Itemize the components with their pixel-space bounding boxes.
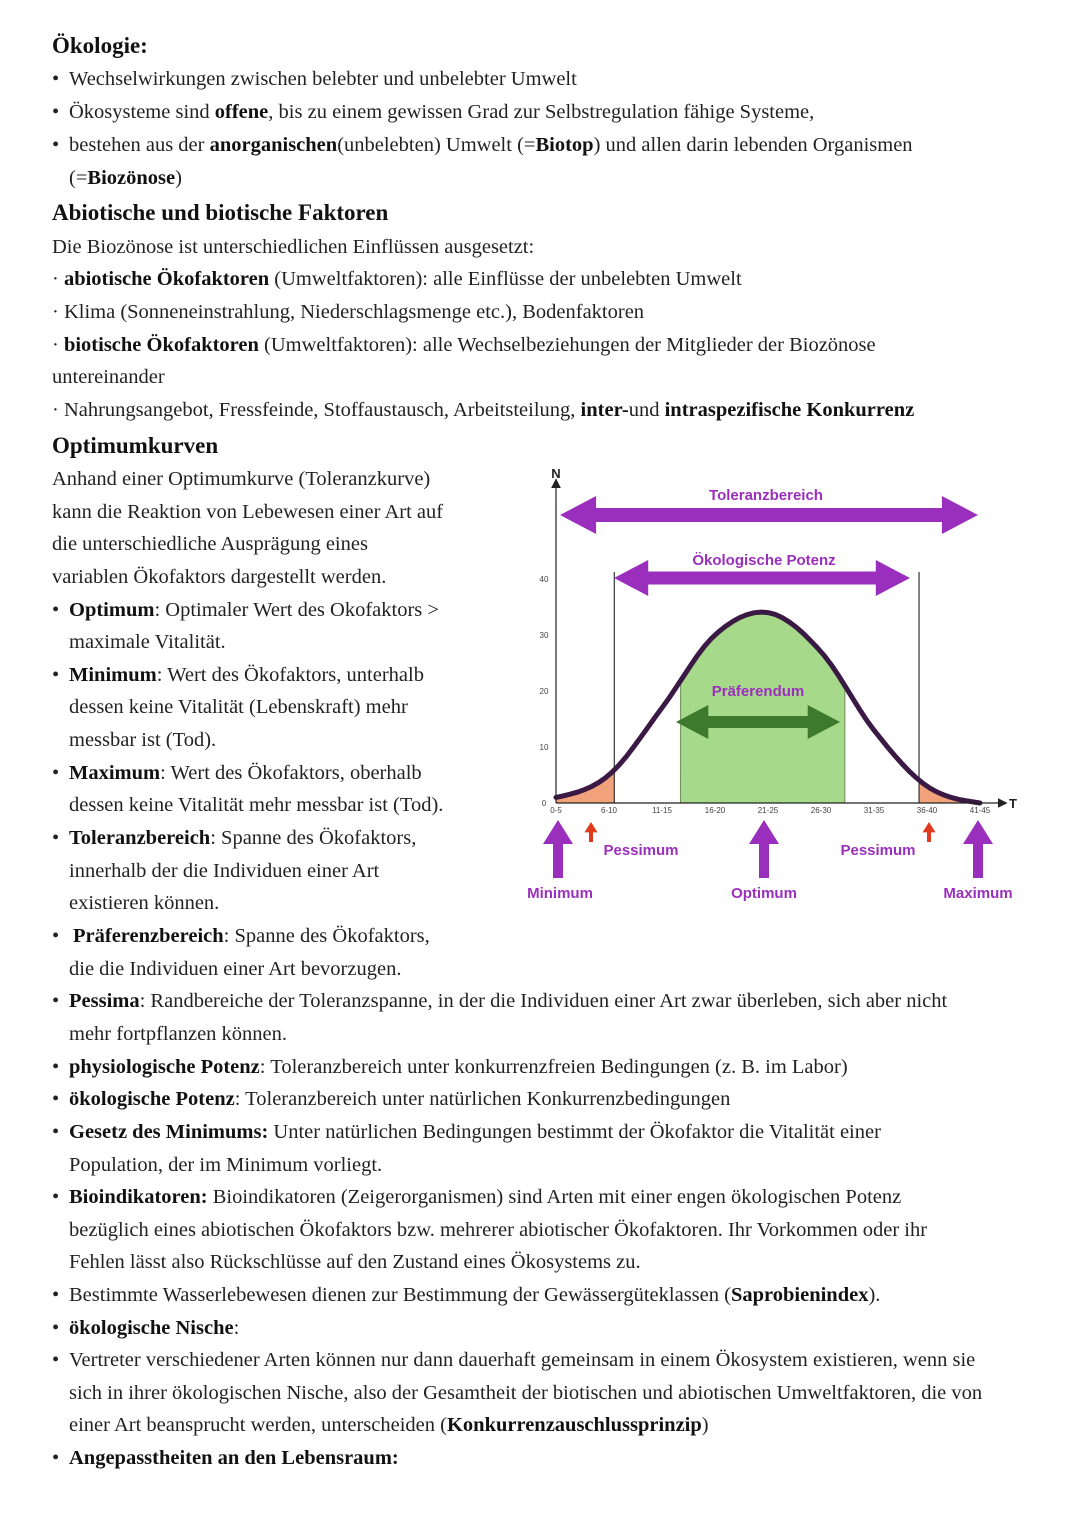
heading-faktoren: Abiotische und biotische Faktoren	[52, 200, 389, 225]
optimum-arrow	[749, 820, 779, 878]
def-toleranz: Toleranzbereich: Spanne des Ökofaktors,	[69, 827, 417, 849]
def-pessima-cont: mehr fortpflanzen können.	[69, 1023, 288, 1045]
heading-oekologie: Ökologie:	[52, 33, 148, 58]
para-line: kann die Reaktion von Lebewesen einer Art auf	[52, 501, 444, 523]
def-praeferenz-cont: die die Individuen einer Art bevorzugen.	[69, 958, 402, 980]
bullet: •	[52, 664, 60, 686]
maximum-arrow	[963, 820, 993, 878]
def-angepasstheiten: Angepasstheiten an den Lebensraum:	[69, 1447, 399, 1469]
toleranz-label: Toleranzbereich	[709, 487, 823, 504]
optimum-label: Optimum	[731, 885, 797, 902]
line-abiotisch: · abiotische Ökofaktoren (Umweltfaktoren): alle Einflüsse der unbelebten Umwelt	[52, 268, 742, 290]
para-line: Anhand einer Optimumkurve (Toleranzkurve)	[52, 468, 431, 490]
def-maximum: Maximum: Wert des Ökofaktors, oberhalb	[69, 762, 422, 784]
def-wasser: Bestimmte Wasserlebewesen dienen zur Bestimmung der Gewässergüteklassen (Saprobienindex).	[69, 1284, 881, 1306]
x-tick-label: 21-25	[757, 806, 779, 815]
line-klima: · Klima (Sonneneinstrahlung, Niederschlagsmenge etc.), Bodenfaktoren	[52, 301, 645, 323]
bullet: •	[52, 762, 60, 784]
y-tick-label: 40	[539, 575, 549, 584]
line-oekosysteme: Ökosysteme sind offene, bis zu einem gewissen Grad zur Selbstregulation fähige Systeme,	[69, 101, 815, 123]
line-wechselwirkungen: Wechselwirkungen zwischen belebter und unbelebter Umwelt	[69, 68, 577, 90]
def-toleranz-cont: innerhalb der die Individuen einer Art	[69, 860, 380, 882]
y-tick-label: 30	[539, 631, 549, 640]
bullet: •	[52, 1121, 60, 1143]
bullet: •	[52, 599, 60, 621]
def-maximum-cont: dessen keine Vitalität mehr messbar ist (Tod).	[69, 794, 444, 816]
def-minimum: Minimum: Wert des Ökofaktors, unterhalb	[69, 664, 424, 686]
bullet: •	[52, 1284, 60, 1306]
x-tick-label: 6-10	[600, 806, 618, 815]
def-pessima: Pessima: Randbereiche der Toleranzspanne, in der die Individuen einer Art zwar überleben, sich aber nicht	[69, 990, 948, 1012]
pessimum-left-label: Pessimum	[603, 842, 679, 859]
bullet: •	[52, 1186, 60, 1208]
def-physiologisch: physiologische Potenz: Toleranzbereich unter konkurrenzfreien Bedingungen (z. B. im Labor)	[69, 1056, 848, 1078]
heading-optimumkurven: Optimumkurven	[52, 433, 219, 458]
def-bioindikatoren-cont: Fehlen lässt also Rückschlüsse auf den Zustand eines Ökosystems zu.	[69, 1251, 641, 1273]
line-nahrung: · Nahrungsangebot, Fressfeinde, Stoffaustausch, Arbeitsteilung, inter-und intraspezifische Konkurrenz	[52, 399, 915, 421]
praeferendum-label: Präferendum	[711, 683, 805, 700]
def-bioindikatoren-cont: bezüglich eines abiotischen Ökofaktors bzw. mehrerer abiotischer Ökofaktoren. Ihr Vorkommen oder ihr	[69, 1219, 928, 1241]
bullet: •	[52, 1056, 60, 1078]
line-bestehen: bestehen aus der anorganischen(unbelebten) Umwelt (=Biotop) und allen darin lebenden Organismen	[69, 134, 913, 156]
line-biotisch: · biotische Ökofaktoren (Umweltfaktoren): alle Wechselbeziehungen der Mitglieder der Biozönose	[52, 334, 876, 356]
def-optimum: Optimum: Optimaler Wert des Okofaktors >	[69, 599, 439, 621]
def-minimum-cont: dessen keine Vitalität (Lebenskraft) mehr	[69, 696, 408, 718]
x-tick-label: 16-20	[704, 806, 726, 815]
potenz-label: Ökologische Potenz	[692, 552, 836, 569]
bullet: •	[52, 990, 60, 1012]
x-tick-label: 36-40	[916, 806, 938, 815]
y-tick-label: 0	[541, 799, 547, 808]
def-vertreter: Vertreter verschiedener Arten können nur dann dauerhaft gemeinsam in einem Ökosystem existieren, wenn sie	[69, 1349, 976, 1371]
def-toleranz-cont: existieren können.	[69, 892, 220, 914]
bullet: •	[52, 1317, 60, 1339]
x-tick-label: 0-5	[550, 806, 562, 815]
bullet: •	[52, 827, 60, 849]
def-nische: ökologische Nische:	[69, 1317, 240, 1339]
bullet: •	[52, 1447, 60, 1469]
def-vertreter-cont: einer Art beansprucht werden, unterscheiden (Konkurrenzauschlussprinzip)	[69, 1414, 709, 1436]
pessimum-right-label: Pessimum	[840, 842, 916, 859]
bullet: •	[52, 134, 60, 156]
pessimum-right-arrow	[923, 822, 936, 842]
y-axis-label: N	[551, 466, 561, 481]
def-bioindikatoren: Bioindikatoren: Bioindikatoren (Zeigerorganismen) sind Arten mit einer engen ökologischen Potenz	[69, 1186, 902, 1208]
bullet: •	[52, 925, 60, 947]
def-gesetz-cont: Population, der im Minimum vorliegt.	[69, 1154, 383, 1176]
x-tick-label: 26-30	[810, 806, 832, 815]
para-line: variablen Ökofaktors dargestellt werden.	[52, 566, 387, 588]
def-vertreter-cont: sich in ihrer ökologischen Nische, also der Gesamtheit der biotischen und abiotischen Umweltfaktoren, die von	[69, 1382, 983, 1404]
x-tick-label: 31-35	[863, 806, 885, 815]
x-tick-label: 11-15	[652, 806, 672, 815]
x-tick-label: 41-45	[969, 806, 991, 815]
y-tick-label: 10	[539, 743, 549, 752]
line-biozoenose: (=Biozönose)	[69, 167, 182, 189]
pessimum-left-arrow	[585, 822, 598, 842]
def-oekologisch: ökologische Potenz: Toleranzbereich unter natürlichen Konkurrenzbedingungen	[69, 1088, 731, 1110]
def-praeferenz: Präferenzbereich: Spanne des Ökofaktors,	[73, 925, 430, 947]
bullet: •	[52, 101, 60, 123]
minimum-arrow	[543, 820, 573, 878]
x-axis-label: T	[1009, 796, 1017, 811]
optimum-curve-chart	[520, 460, 1040, 910]
bullet: •	[52, 1088, 60, 1110]
line-untereinander: untereinander	[52, 366, 165, 388]
y-tick-label: 20	[539, 687, 549, 696]
def-minimum-cont: messbar ist (Tod).	[69, 729, 217, 751]
def-gesetz: Gesetz des Minimums: Unter natürlichen Bedingungen bestimmt der Ökofaktor die Vitalität einer	[69, 1121, 881, 1143]
minimum-label: Minimum	[527, 885, 593, 902]
def-optimum-cont: maximale Vitalität.	[69, 631, 226, 653]
bullet: •	[52, 1349, 60, 1371]
maximum-label: Maximum	[943, 885, 1013, 902]
line-intro: Die Biozönose ist unterschiedlichen Einflüssen ausgesetzt:	[52, 236, 535, 258]
para-line: die unterschiedliche Ausprägung eines	[52, 533, 368, 555]
bullet: •	[52, 68, 60, 90]
